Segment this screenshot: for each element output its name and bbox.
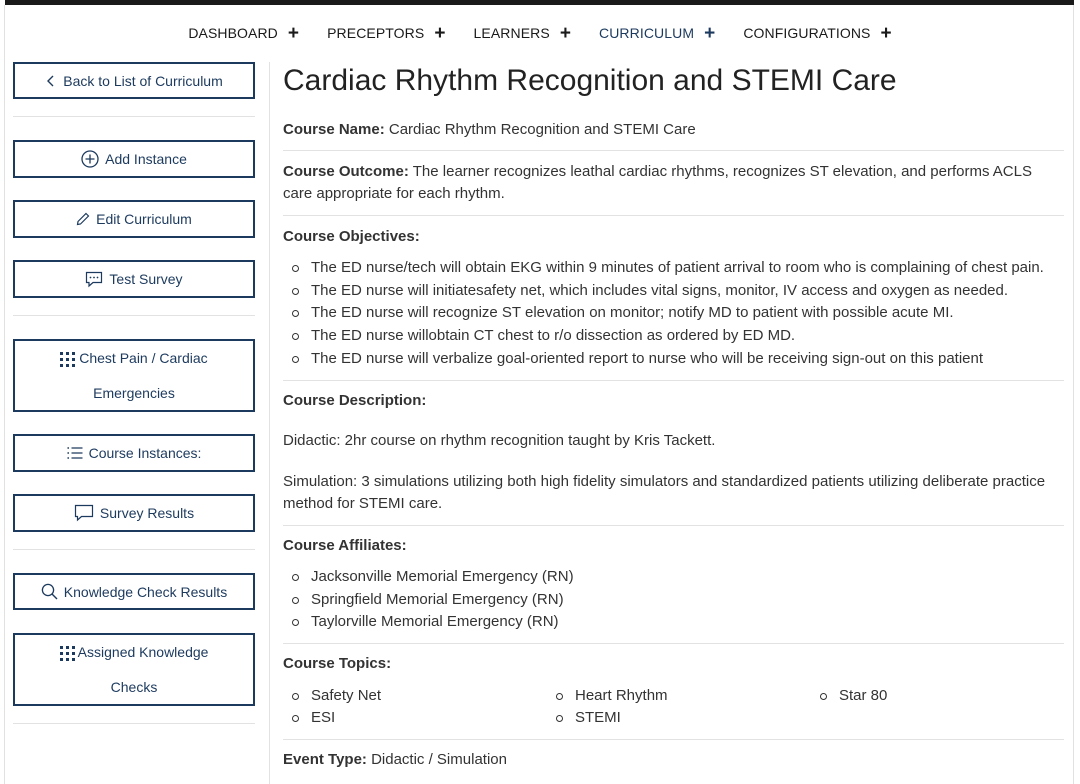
grid-icon bbox=[60, 646, 75, 661]
test-survey-button[interactable] bbox=[13, 260, 255, 298]
divider bbox=[283, 215, 1064, 216]
test-survey-label: Test Survey bbox=[109, 271, 183, 287]
list-item: Star 80 bbox=[811, 685, 1064, 708]
list-item: Heart Rhythm bbox=[547, 685, 811, 708]
page-title: Cardiac Rhythm Recognition and STEMI Care bbox=[283, 64, 897, 97]
edit-curriculum-button[interactable] bbox=[13, 200, 255, 238]
nav-learners-label: LEARNERS bbox=[473, 25, 550, 41]
divider bbox=[13, 116, 255, 117]
survey-results-label: Survey Results bbox=[99, 505, 195, 521]
divider bbox=[283, 525, 1064, 526]
list-icon bbox=[67, 446, 83, 460]
event-type-row bbox=[283, 749, 1064, 772]
list-item: STEMI bbox=[547, 707, 811, 730]
chest-pain-category-button[interactable] bbox=[13, 339, 255, 412]
plus-circle-icon bbox=[81, 150, 99, 168]
topics-list bbox=[283, 685, 1064, 730]
course-name-value: Cardiac Rhythm Recognition and STEMI Care bbox=[388, 121, 696, 138]
chest-pain-label-line1: Chest Pain / Cardiac bbox=[79, 350, 208, 366]
course-description-heading bbox=[283, 390, 1064, 413]
chevron-left-icon bbox=[45, 75, 57, 87]
nav-dashboard[interactable] bbox=[188, 22, 299, 44]
knowledge-check-results-button[interactable] bbox=[13, 573, 255, 610]
chest-pain-line1-row bbox=[15, 341, 253, 376]
grid-icon bbox=[60, 352, 75, 367]
description-didactic: Didactic: 2hr course on rhythm recognition taught by Kris Tackett. bbox=[283, 432, 716, 450]
nav-preceptors-label: PRECEPTORS bbox=[327, 25, 425, 41]
assigned-knowledge-checks-button[interactable] bbox=[13, 633, 255, 706]
plus-icon: + bbox=[559, 22, 572, 44]
edit-curriculum-label: Edit Curriculum bbox=[96, 211, 192, 227]
frame-border-left bbox=[4, 5, 5, 784]
list-item: The ED nurse/tech will obtain EKG within 9 minutes of patient arrival to room who is complaining of chest pain. bbox=[283, 257, 1064, 280]
nav-preceptors[interactable] bbox=[327, 22, 445, 44]
assigned-label-line2: Checks bbox=[110, 679, 158, 695]
top-bar bbox=[5, 0, 1074, 5]
list-item: ESI bbox=[283, 707, 547, 730]
course-topics-heading bbox=[283, 653, 1064, 676]
course-description-label: Course Description: bbox=[283, 391, 427, 409]
knowledge-check-results-label: Knowledge Check Results bbox=[63, 583, 228, 600]
plus-icon: + bbox=[704, 22, 716, 44]
chest-pain-label-line2: Emergencies bbox=[93, 385, 175, 401]
divider bbox=[283, 150, 1064, 151]
divider bbox=[283, 380, 1064, 381]
list-item: Taylorville Memorial Emergency (RN) bbox=[283, 611, 1064, 634]
assigned-line1-row bbox=[15, 635, 253, 670]
list-item: The ED nurse will recognize ST elevation on monitor; notify MD to patient with possible acute MI. bbox=[283, 302, 1064, 325]
plus-icon: + bbox=[880, 22, 892, 44]
divider bbox=[283, 643, 1064, 644]
content-divider bbox=[269, 62, 270, 784]
back-label: Back to List of Curriculum bbox=[63, 72, 223, 89]
frame-border-right bbox=[1073, 5, 1074, 784]
divider bbox=[13, 723, 255, 724]
nav-dashboard-label: DASHBOARD bbox=[188, 25, 278, 41]
course-name-label: Course Name: bbox=[283, 121, 385, 138]
plus-icon: + bbox=[287, 22, 300, 44]
nav-curriculum[interactable] bbox=[599, 22, 715, 44]
event-type-label: Event Type: bbox=[283, 751, 367, 769]
list-item: The ED nurse will initiatesafety net, which includes vital signs, monitor, IV access and oxygen as needed. bbox=[283, 280, 1064, 303]
list-item: The ED nurse will verbalize goal-oriented report to nurse who will be receiving sign-out on this patient bbox=[283, 348, 1064, 371]
nav-curriculum-label: CURRICULUM bbox=[599, 25, 695, 41]
course-topics-label: Course Topics: bbox=[283, 655, 392, 673]
course-outcome-label: Course Outcome: bbox=[283, 162, 409, 180]
list-item: The ED nurse willobtain CT chest to r/o dissection as ordered by ED MD. bbox=[283, 325, 1064, 348]
pencil-icon bbox=[76, 212, 90, 226]
course-name-row bbox=[283, 119, 1064, 142]
course-instances-button[interactable] bbox=[13, 434, 255, 472]
course-objectives-heading bbox=[283, 226, 1064, 249]
course-instances-label: Course Instances: bbox=[88, 445, 202, 461]
divider bbox=[13, 549, 255, 550]
description-simulation: Simulation: 3 simulations utilizing both high fidelity simulators and standardized patients utilizing deliberate practice method for STEMI care. bbox=[283, 472, 1046, 513]
back-to-list-button[interactable] bbox=[13, 62, 255, 99]
list-item: Jacksonville Memorial Emergency (RN) bbox=[283, 566, 1064, 589]
main-nav bbox=[0, 22, 1080, 44]
chat-icon bbox=[74, 504, 94, 522]
course-outcome-value: The learner recognizes leathal cardiac rhythms, recognizes ST elevation, and performs ACLS care appropriate for each rhythm. bbox=[283, 162, 1032, 202]
survey-results-button[interactable] bbox=[13, 494, 255, 532]
course-affiliates-heading bbox=[283, 535, 1064, 558]
add-instance-button[interactable] bbox=[13, 140, 255, 178]
chat-dots-icon bbox=[85, 271, 103, 288]
assigned-label-line1: Assigned Knowledge bbox=[77, 644, 209, 660]
search-icon bbox=[41, 583, 58, 600]
nav-learners[interactable] bbox=[474, 22, 571, 44]
affiliates-list bbox=[283, 566, 1064, 634]
nav-configurations[interactable] bbox=[743, 22, 891, 44]
course-outcome-row bbox=[283, 161, 1064, 206]
plus-icon: + bbox=[434, 22, 446, 44]
course-affiliates-label: Course Affiliates: bbox=[283, 536, 407, 554]
divider bbox=[283, 739, 1064, 740]
course-objectives-label: Course Objectives: bbox=[283, 227, 420, 245]
course-detail bbox=[283, 62, 1064, 772]
divider bbox=[13, 315, 255, 316]
list-item: Springfield Memorial Emergency (RN) bbox=[283, 589, 1064, 612]
objectives-list bbox=[283, 257, 1064, 371]
add-instance-label: Add Instance bbox=[105, 151, 187, 167]
event-type-value: Didactic / Simulation bbox=[371, 751, 507, 769]
list-item: Safety Net bbox=[283, 685, 547, 708]
nav-configurations-label: CONFIGURATIONS bbox=[743, 25, 871, 41]
